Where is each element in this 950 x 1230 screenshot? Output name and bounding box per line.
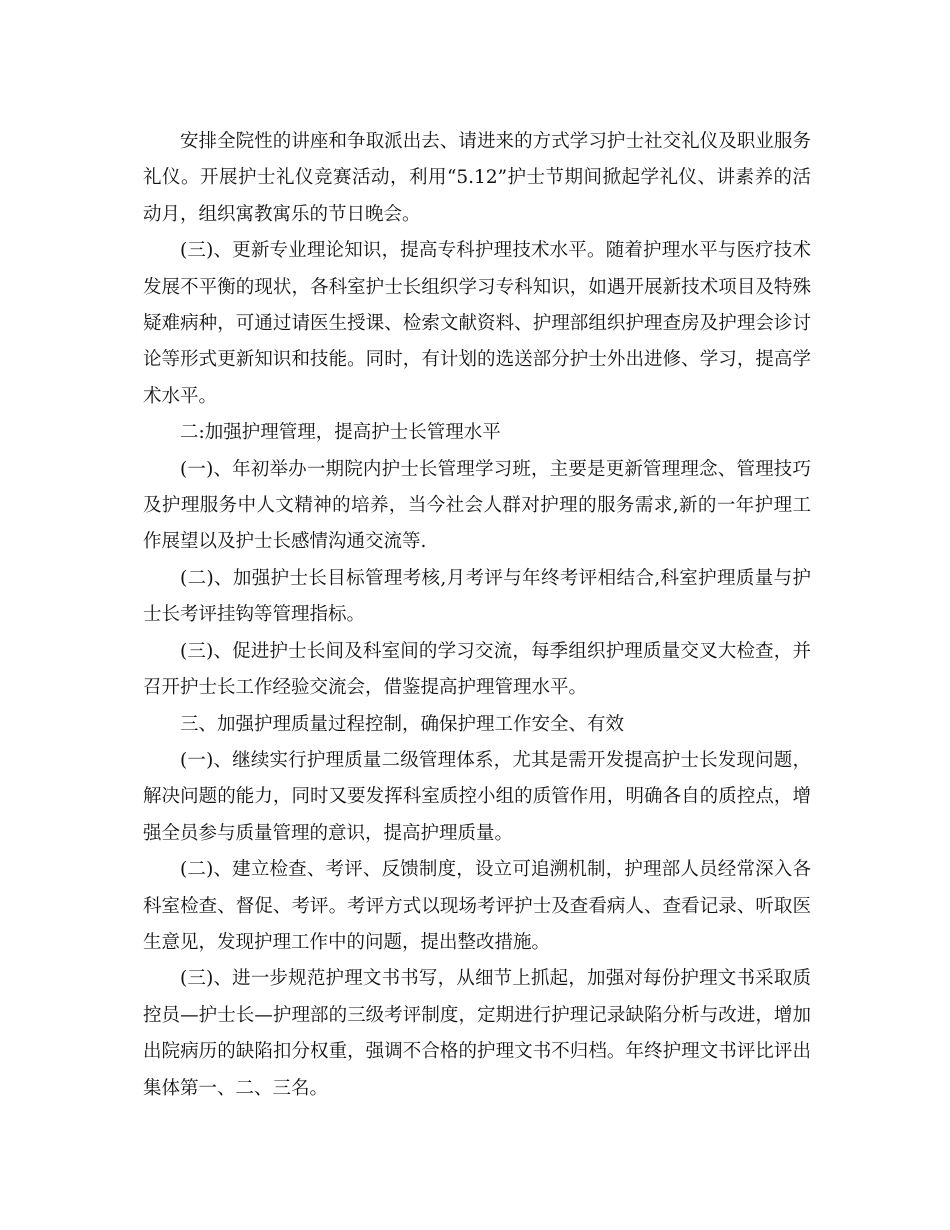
paragraph: (三)、促进护士长间及科室间的学习交流，每季组织护理质量交叉大检查，并召开护士长工作经验交流会，借鉴提高护理管理水平。: [143, 640, 811, 699]
paragraph: (一)、年初举办一期院内护士长管理学习班，主要是更新管理理念、管理技巧及护理服务中人文精神的培养，当今社会人群对护理的服务需求,新的一年护理工作展望以及护士长感情沟通交流等.: [143, 458, 811, 553]
paragraph: (三)、更新专业理论知识，提高专科护理技术水平。随着护理水平与医疗技术发展不平衡的现状，各科室护士长组织学习专科知识，如遇开展新技术项目及特殊疑难病种，可通过请医生授课、检索文献资料、护理部组织护理查房及护理会诊讨论等形式更新知识和技能。同时，有计划的选送部分护士外出进修、学习，提高学术水平。: [143, 240, 811, 407]
paragraph: (三)、进一步规范护理文书书写，从细节上抓起，加强对每份护理文书采取质控员—护士长—护理部的三级考评制度，定期进行护理记录缺陷分析与改进，增加出院病历的缺陷扣分权重，强调不合格的护理文书不归档。年终护理文书评比评出集体第一、二、三名。: [143, 968, 811, 1099]
section-heading: 二:加强护理管理，提高护士长管理水平: [180, 422, 501, 444]
paragraph: (一)、继续实行护理质量二级管理体系，尤其是需开发提高护士长发现问题，解决问题的能力，同时又要发挥科室质控小组的质管作用，明确各自的质控点，增强全员参与质量管理的意识，提高护理质量。: [143, 749, 811, 844]
paragraph: 安排全院性的讲座和争取派出去、请进来的方式学习护士社交礼仪及职业服务礼仪。开展护士礼仪竞赛活动，利用“5.12”护士节期间掀起学礼仪、讲素养的活动月，组织寓教寓乐的节日晚会。: [143, 131, 811, 225]
document-body: [143, 124, 811, 1107]
section-heading: 三、加强护理质量过程控制，确保护理工作安全、有效: [180, 713, 625, 735]
paragraph: (二)、建立检查、考评、反馈制度，设立可追溯机制，护理部人员经常深入各科室检查、督促、考评。考评方式以现场考评护士及查看病人、查看记录、听取医生意见，发现护理工作中的问题，提出整改措施。: [143, 859, 811, 953]
paragraph: (二)、加强护士长目标管理考核,月考评与年终考评相结合,科室护理质量与护士长考评挂钩等管理指标。: [143, 567, 811, 626]
